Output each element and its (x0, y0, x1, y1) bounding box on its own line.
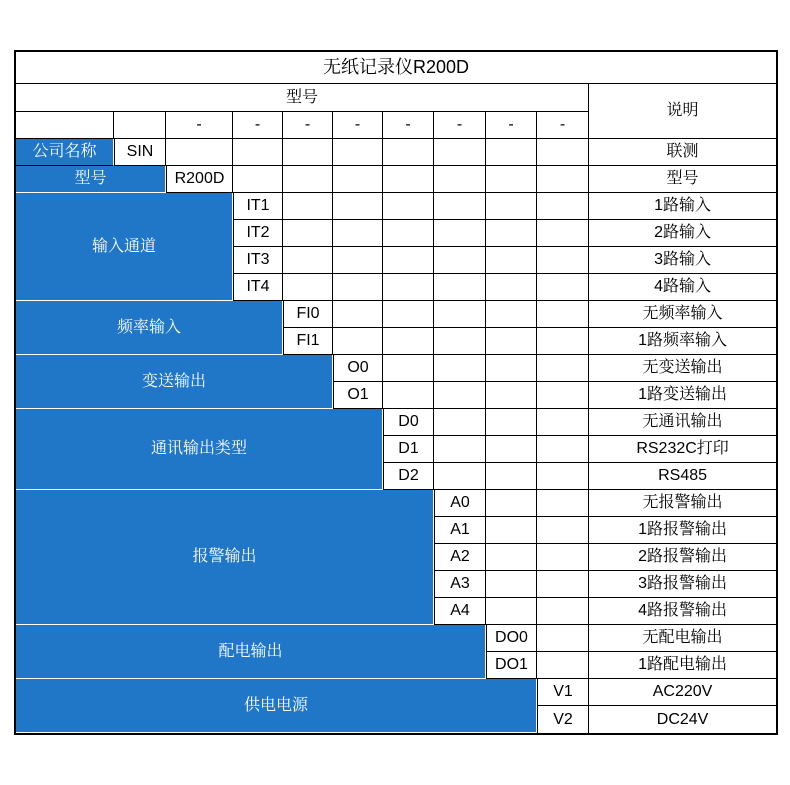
model-row (16, 409, 776, 436)
empty-cell (537, 598, 589, 625)
description-cell: 3路输入 (589, 247, 776, 274)
empty-cell (233, 139, 283, 166)
empty-cell (283, 274, 333, 301)
dash-cell: - (166, 112, 233, 139)
empty-cell (486, 517, 537, 544)
empty-cell (383, 328, 434, 355)
empty-cell (537, 301, 589, 328)
empty-cell (333, 166, 383, 193)
empty-cell (434, 355, 486, 382)
empty-cell (537, 436, 589, 463)
description-cell: 联测 (589, 139, 776, 166)
empty-cell (383, 220, 434, 247)
empty-cell (166, 139, 233, 166)
empty-cell (333, 247, 383, 274)
code-cell: V1 (537, 679, 589, 706)
title-row (16, 52, 776, 84)
description-cell: RS232C打印 (589, 436, 776, 463)
empty-cell (434, 247, 486, 274)
dash-cell: - (486, 112, 537, 139)
empty-cell (333, 328, 383, 355)
empty-cell (434, 166, 486, 193)
code-cell: A1 (434, 517, 486, 544)
code-cell: IT3 (233, 247, 283, 274)
empty-cell (486, 220, 537, 247)
empty-cell (486, 436, 537, 463)
code-cell: D0 (383, 409, 434, 436)
empty-cell (333, 220, 383, 247)
empty-cell (434, 220, 486, 247)
empty-cell (383, 166, 434, 193)
group-label-comm-output-type: 通讯输出类型 (16, 409, 383, 490)
empty-cell (283, 139, 333, 166)
description-cell: 无通讯输出 (589, 409, 776, 436)
code-cell: DO1 (486, 652, 537, 679)
empty-cell (486, 247, 537, 274)
empty-cell (537, 166, 589, 193)
empty-cell (434, 463, 486, 490)
code-cell: O0 (333, 355, 383, 382)
empty-cell (434, 328, 486, 355)
empty-cell (537, 220, 589, 247)
model-row (16, 355, 776, 382)
empty-cell (383, 193, 434, 220)
empty-cell (537, 328, 589, 355)
empty-cell (537, 382, 589, 409)
empty-cell (537, 652, 589, 679)
description-cell: AC220V (589, 679, 776, 706)
code-cell: A4 (434, 598, 486, 625)
empty-cell (434, 409, 486, 436)
empty-cell (486, 409, 537, 436)
empty-cell (486, 301, 537, 328)
code-cell: V2 (537, 706, 589, 733)
empty-cell (537, 517, 589, 544)
empty-cell (486, 139, 537, 166)
header-row (16, 84, 776, 112)
empty-cell (333, 301, 383, 328)
empty-cell (486, 355, 537, 382)
code-cell: D1 (383, 436, 434, 463)
empty-cell (486, 274, 537, 301)
empty-cell (486, 382, 537, 409)
code-cell: FI0 (283, 301, 333, 328)
model-row (16, 139, 776, 166)
empty-cell (283, 247, 333, 274)
empty-cell (434, 436, 486, 463)
description-cell: 1路频率输入 (589, 328, 776, 355)
code-cell: IT2 (233, 220, 283, 247)
empty-cell (383, 355, 434, 382)
empty-cell (434, 139, 486, 166)
description-cell: RS485 (589, 463, 776, 490)
empty-cell (283, 193, 333, 220)
empty-cell (333, 139, 383, 166)
description-cell: 4路输入 (589, 274, 776, 301)
group-label-model: 型号 (16, 166, 166, 193)
description-cell: 1路输入 (589, 193, 776, 220)
dash-cell: - (383, 112, 434, 139)
code-cell: SIN (114, 139, 166, 166)
empty-cell (537, 490, 589, 517)
description-cell: 无变送输出 (589, 355, 776, 382)
description-cell: 型号 (589, 166, 776, 193)
code-cell: A3 (434, 571, 486, 598)
description-cell: 2路输入 (589, 220, 776, 247)
empty-cell (434, 274, 486, 301)
dash-cell: - (283, 112, 333, 139)
description-cell: 无报警输出 (589, 490, 776, 517)
empty-cell (486, 598, 537, 625)
empty-cell (233, 166, 283, 193)
code-cell: DO0 (486, 625, 537, 652)
empty-cell (537, 409, 589, 436)
model-row (16, 625, 776, 652)
code-cell: A0 (434, 490, 486, 517)
model-selection-table (14, 50, 778, 735)
spec-rows (16, 52, 776, 733)
empty-cell (537, 247, 589, 274)
code-cell: IT1 (233, 193, 283, 220)
description-cell: 4路报警输出 (589, 598, 776, 625)
empty-cell (383, 301, 434, 328)
group-label-transmit-output: 变送输出 (16, 355, 333, 409)
empty-cell (333, 193, 383, 220)
code-cell: R200D (166, 166, 233, 193)
empty-cell (383, 247, 434, 274)
empty-cell (16, 112, 114, 139)
empty-cell (434, 193, 486, 220)
table-title: 无纸记录仪R200D (16, 52, 776, 84)
model-header-cell: 型号 (16, 84, 589, 112)
empty-cell (114, 112, 166, 139)
code-cell: FI1 (283, 328, 333, 355)
empty-cell (383, 382, 434, 409)
empty-cell (537, 139, 589, 166)
model-row (16, 193, 776, 220)
empty-cell (486, 571, 537, 598)
empty-cell (333, 274, 383, 301)
model-row (16, 490, 776, 517)
empty-cell (486, 544, 537, 571)
description-cell: 无配电输出 (589, 625, 776, 652)
description-header-cell: 说明 (589, 84, 776, 139)
empty-cell (537, 355, 589, 382)
dash-cell: - (233, 112, 283, 139)
dash-cell: - (537, 112, 589, 139)
model-row (16, 301, 776, 328)
description-cell: 2路报警输出 (589, 544, 776, 571)
description-cell: 3路报警输出 (589, 571, 776, 598)
description-cell: 1路报警输出 (589, 517, 776, 544)
empty-cell (537, 571, 589, 598)
group-label-frequency-input: 频率输入 (16, 301, 283, 355)
code-cell: O1 (333, 382, 383, 409)
empty-cell (537, 625, 589, 652)
group-label-distribution-output: 配电输出 (16, 625, 486, 679)
code-cell: D2 (383, 463, 434, 490)
code-cell: A2 (434, 544, 486, 571)
group-label-input-channels: 输入通道 (16, 193, 233, 301)
model-row (16, 166, 776, 193)
empty-cell (537, 544, 589, 571)
description-cell: DC24V (656, 710, 709, 728)
group-label-company-name: 公司名称 (16, 139, 114, 166)
empty-cell (537, 274, 589, 301)
empty-cell (486, 463, 537, 490)
group-label-power-supply: 供电电源 (16, 679, 537, 733)
description-cell: 1路变送输出 (589, 382, 776, 409)
code-cell: IT4 (233, 274, 283, 301)
description-cell: 1路配电输出 (589, 652, 776, 679)
empty-cell (537, 193, 589, 220)
empty-cell (486, 490, 537, 517)
empty-cell (383, 274, 434, 301)
empty-cell (383, 139, 434, 166)
empty-cell (486, 328, 537, 355)
empty-cell (434, 301, 486, 328)
empty-cell (283, 166, 333, 193)
empty-cell (486, 166, 537, 193)
group-label-alarm-output: 报警输出 (16, 490, 434, 625)
dash-cell: - (333, 112, 383, 139)
empty-cell (537, 463, 589, 490)
empty-cell (486, 193, 537, 220)
empty-cell (434, 382, 486, 409)
dash-cell: - (434, 112, 486, 139)
model-row (16, 679, 776, 706)
empty-cell (283, 220, 333, 247)
description-cell: 无频率输入 (589, 301, 776, 328)
